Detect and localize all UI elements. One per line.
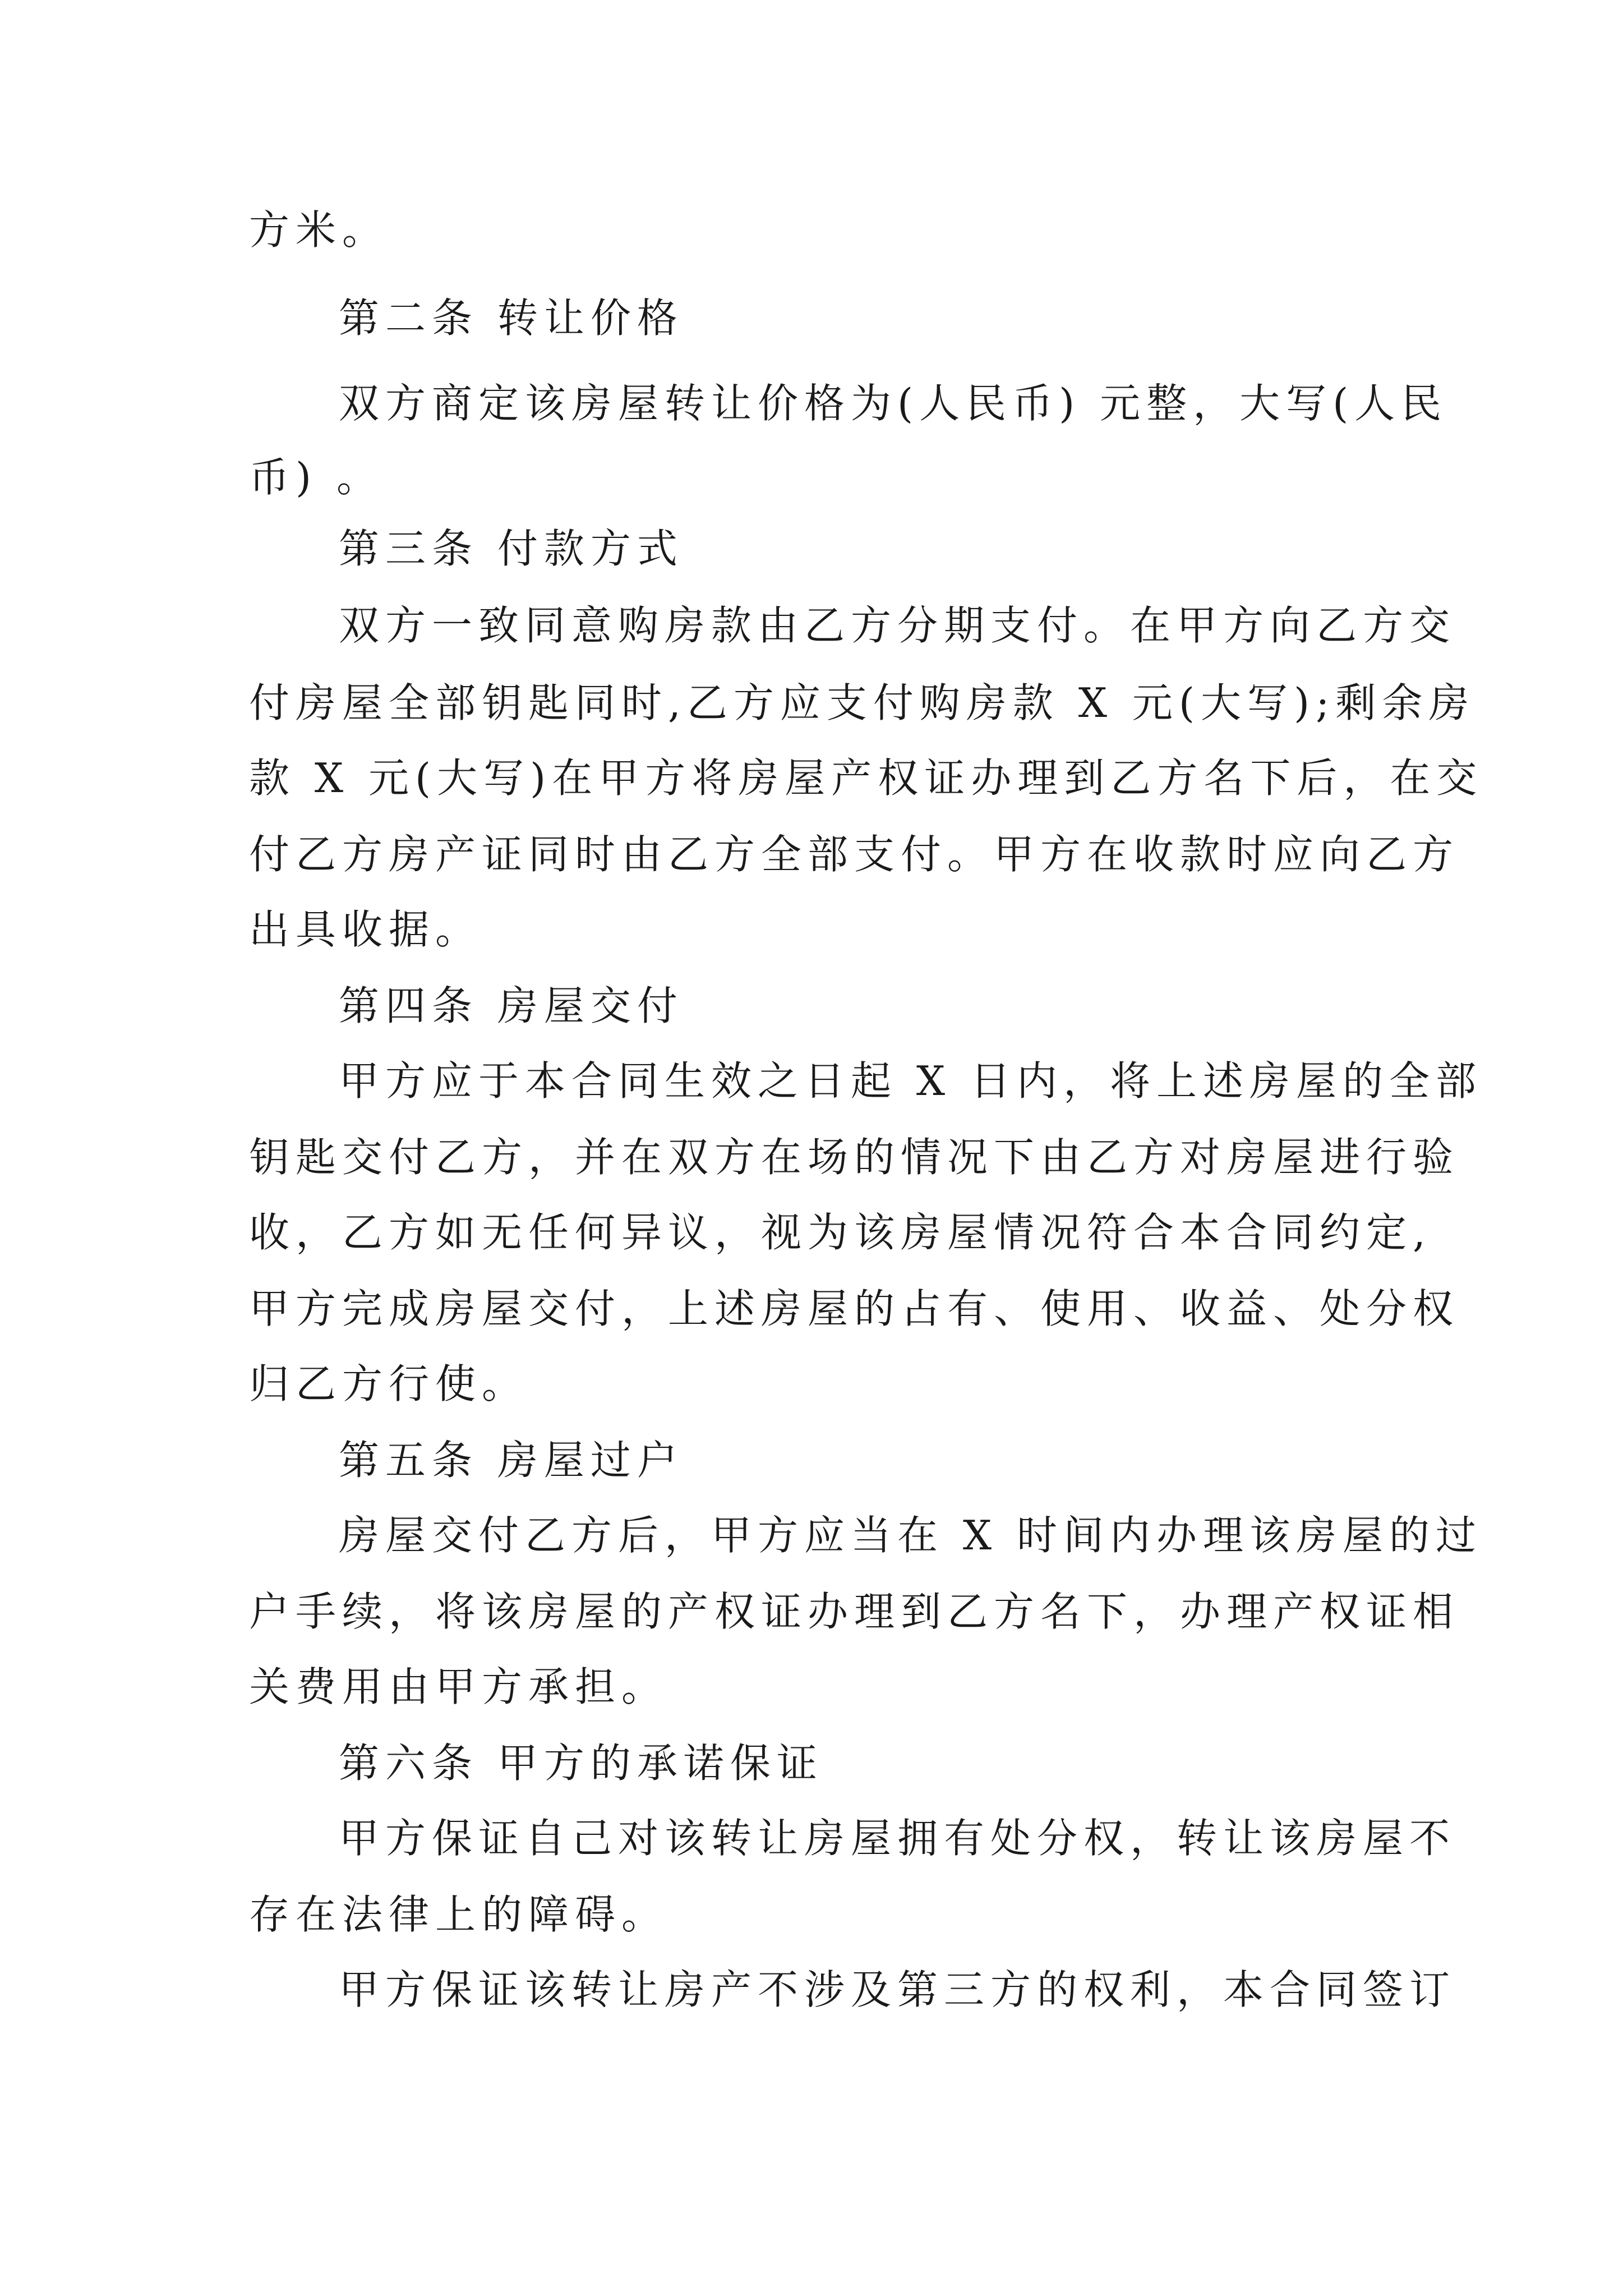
paragraph-line: 甲方完成房屋交付，上述房屋的占有、使用、收益、处分权 — [249, 1285, 1460, 1332]
section-heading-article-2: 第二条 转让价格 — [339, 295, 684, 342]
paragraph-line: 关费用由甲方承担。 — [249, 1663, 668, 1710]
paragraph-line: 付乙方房产证同时由乙方全部支付。甲方在收款时应向乙方 — [249, 831, 1460, 878]
paragraph-line: 双方商定该房屋转让价格为(人民币) 元整，大写(人民 — [339, 380, 1448, 427]
section-heading-article-4: 第四条 房屋交付 — [339, 982, 684, 1029]
paragraph-line: 款 X 元(大写)在甲方将房屋产权证办理到乙方名下后，在交 — [249, 754, 1483, 802]
section-heading-article-3: 第三条 付款方式 — [339, 525, 684, 572]
paragraph-line: 甲方应于本合同生效之日起 X 日内，将上述房屋的全部 — [339, 1057, 1483, 1105]
paragraph-line: 钥匙交付乙方，并在双方在场的情况下由乙方对房屋进行验 — [249, 1134, 1460, 1181]
paragraph-line: 出具收据。 — [249, 906, 482, 953]
paragraph-line: 存在法律上的障碍。 — [249, 1891, 668, 1938]
section-heading-article-6: 第六条 甲方的承诺保证 — [339, 1740, 823, 1787]
paragraph-line: 甲方保证该转让房产不涉及第三方的权利，本合同签订 — [339, 1966, 1456, 2013]
paragraph-line: 户手续，将该房屋的产权证办理到乙方名下，办理产权证相 — [249, 1588, 1460, 1635]
paragraph-line: 收，乙方如无任何异议，视为该房屋情况符合本合同约定, — [249, 1209, 1432, 1256]
paragraph-line: 房屋交付乙方后，甲方应当在 X 时间内办理该房屋的过 — [339, 1512, 1483, 1559]
paragraph-line: 甲方保证自己对该转让房屋拥有处分权，转让该房屋不 — [339, 1815, 1456, 1862]
paragraph-line: 双方一致同意购房款由乙方分期支付。在甲方向乙方交 — [339, 602, 1456, 649]
section-heading-article-5: 第五条 房屋过户 — [339, 1437, 684, 1484]
paragraph-line: 付房屋全部钥匙同时,乙方应支付购房款 X 元(大写);剩余房 — [249, 679, 1476, 726]
paragraph-line: 币) 。 — [249, 454, 383, 501]
text-line-continuation: 方米。 — [249, 206, 389, 254]
paragraph-line: 归乙方行使。 — [249, 1360, 529, 1407]
